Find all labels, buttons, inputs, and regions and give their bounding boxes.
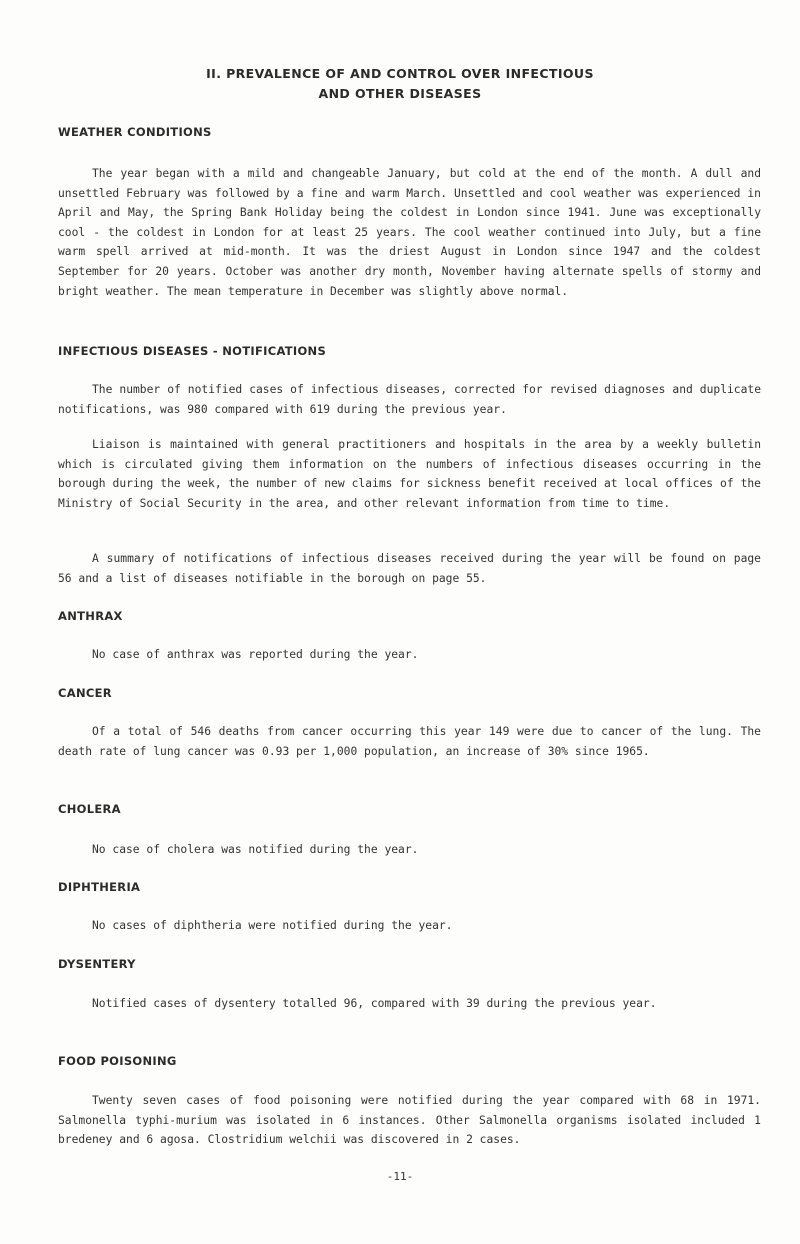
paragraph-cholera: No case of cholera was notified during the year. xyxy=(92,843,419,856)
paragraph-dysentery: Notified cases of dysentery totalled 96, compared with 39 during the previous year. xyxy=(92,997,657,1010)
section-heading-food-poisoning: FOOD POISONING xyxy=(58,1054,177,1068)
section-heading-dysentery: DYSENTERY xyxy=(58,957,136,971)
page-number: -11- xyxy=(386,1170,414,1183)
paragraph-notifications-summary: A summary of notifications of infectious diseases received during the year will be found on page 56 and a list of diseases notifiable in the borough on page 55. xyxy=(58,552,761,585)
document-subtitle: AND OTHER DISEASES xyxy=(318,86,482,101)
section-heading-weather: WEATHER CONDITIONS xyxy=(58,125,212,139)
document-title: II. PREVALENCE OF AND CONTROL OVER INFECTIOUS xyxy=(206,66,594,81)
paragraph-weather: The year began with a mild and changeable January, but cold at the end of the month. A dull and unsettled February was followed by a fine and warm March. Unsettled and cool weather was experienced in April and May, the Spring Bank Holiday being the coldest in London since 1941. June was exceptionally cool - the coldest in London for at least 25 years. The cool weather continued into July, but a fine warm spell arrived at mid-month. It was the driest August in London since 1947 and the coldest September for 20 years. October was another dry month, November having alternate spells of stormy and bright weather. The mean temperature in December was slightly above normal. xyxy=(58,167,761,298)
paragraph-notifications-liaison: Liaison is maintained with general practitioners and hospitals in the area by a weekly bulletin which is circulated giving them information on the numbers of infectious diseases occurring in the borough during the week, the number of new claims for sickness benefit received at local offices of the Ministry of Social Security in the area, and other relevant information from time to time. xyxy=(58,438,761,510)
section-heading-cholera: CHOLERA xyxy=(58,802,121,816)
paragraph-notifications-count: The number of notified cases of infectious diseases, corrected for revised diagnoses and duplicate notifications, was 980 compared with 619 during the previous year. xyxy=(58,383,761,416)
paragraph-cancer: Of a total of 546 deaths from cancer occurring this year 149 were due to cancer of the lung. The death rate of lung cancer was 0.93 per 1,000 population, an increase of 30% since 1965. xyxy=(58,725,761,758)
paragraph-food-poisoning: Twenty seven cases of food poisoning were notified during the year compared with 68 in 1971. Salmonella typhi-murium was isolated in 6 instances. Other Salmonella organisms isolated included 1 bredeney and 6 agosa. Clostridium welchii was discovered in 2 cases. xyxy=(58,1094,761,1147)
section-heading-notifications: INFECTIOUS DISEASES - NOTIFICATIONS xyxy=(58,344,327,358)
paragraph-anthrax: No case of anthrax was reported during the year. xyxy=(92,648,419,661)
section-heading-diphtheria: DIPHTHERIA xyxy=(58,880,141,894)
section-heading-cancer: CANCER xyxy=(58,686,112,700)
section-heading-anthrax: ANTHRAX xyxy=(58,609,123,623)
paragraph-diphtheria: No cases of diphtheria were notified during the year. xyxy=(92,919,453,932)
